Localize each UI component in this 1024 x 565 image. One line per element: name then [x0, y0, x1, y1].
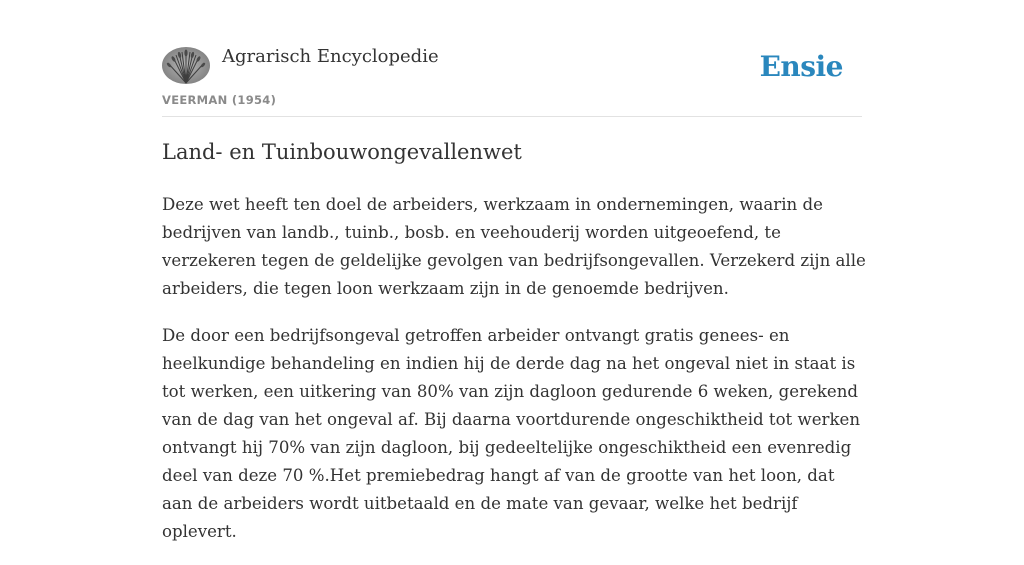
header	[162, 45, 862, 117]
brand-logo[interactable]: Ensie	[759, 50, 843, 83]
wheat-sheaf-icon[interactable]	[162, 47, 210, 84]
article-body	[162, 191, 866, 565]
article-paragraph: De door een bedrijfsongeval getroffen arbeider ontvangt gratis genees- en heelkundige behandeling en indien hij de derde dag na het ongeval niet in staat is tot werken, een uitkering van 80% van zijn dagloon gedurende 6 weken, gerekend van de dag van het ongeval af. Bij daarna voortdurende ongeschiktheid tot werken ontvangt hij 70% van zijn dagloon, bij gedeeltelijke ongeschiktheid een evenredig deel van deze 70 %.Het premiebedrag hangt af van de grootte van het loon, dat aan de arbeiders wordt uitbetaald en de mate van gevaar, welke het bedrijf oplevert.	[162, 326, 861, 541]
source-title[interactable]: Agrarisch Encyclopedie	[222, 46, 439, 67]
article-paragraph: Deze wet heeft ten doel de arbeiders, werkzaam in ondernemingen, waarin de bedrijven van landb., tuinb., bosb. en veehouderij worden uitgeoefend, te verzekeren tegen de geldelijke gevolgen van bedrijfsongevallen. Verzekerd zijn alle arbeiders, die tegen loon werkzaam zijn in de genoemde bedrijven.	[162, 195, 866, 298]
author-label[interactable]: VEERMAN (1954)	[162, 93, 277, 107]
page-title: Land- en Tuinbouwongevallenwet	[162, 140, 522, 164]
